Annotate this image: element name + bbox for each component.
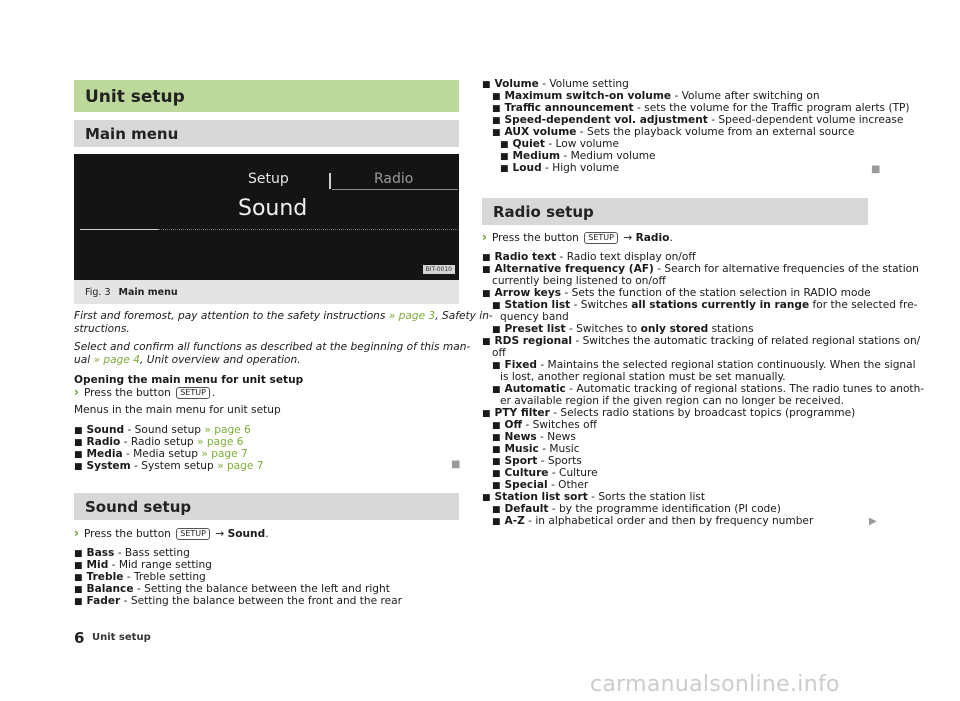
item-name: Culture xyxy=(504,467,549,479)
item-name: Station list xyxy=(504,299,571,311)
item-name: Bass xyxy=(86,547,115,559)
bullet-icon: ■ xyxy=(500,152,509,162)
screen-title: Sound xyxy=(238,196,308,221)
item-desc: - Maintains the selected regional station continuously. When the signal xyxy=(537,359,916,371)
item-desc: - System setup xyxy=(130,460,218,472)
screen-line-solid xyxy=(80,229,158,230)
item-name: Station list sort xyxy=(494,491,588,503)
item-name: Radio xyxy=(86,436,121,448)
paragraph-select: Select and confirm all functions as described at the beginning of this man- xyxy=(74,341,471,353)
bullet-icon: ■ xyxy=(74,426,83,436)
item-name: Preset list xyxy=(504,323,566,335)
list-item-cont: off xyxy=(492,347,506,359)
item-desc: - Sound setup xyxy=(124,424,205,436)
screen-tab-divider xyxy=(329,173,331,189)
item-desc: - Sports xyxy=(537,455,582,467)
figure-main-menu xyxy=(74,154,459,304)
bullet-icon: ■ xyxy=(482,253,491,263)
item-desc: - Media setup xyxy=(122,448,202,460)
step-radio: › Press the button SETUP → Radio. xyxy=(482,230,673,244)
setup-key: SETUP xyxy=(176,528,210,540)
step-arrow-icon: › xyxy=(74,526,79,540)
step-text: Press the button xyxy=(491,232,579,244)
screen-tab-underline xyxy=(332,189,458,190)
item-name: Default xyxy=(504,503,549,515)
bullet-icon: ■ xyxy=(482,265,491,275)
bullet-icon: ■ xyxy=(492,92,501,102)
step-target: Radio xyxy=(635,232,670,244)
bullet-icon: ■ xyxy=(482,337,491,347)
image-code: BIT-0010 xyxy=(423,265,455,274)
item-desc: - Speed-dependent volume increase xyxy=(707,114,904,126)
footer-section: Unit setup xyxy=(92,632,151,643)
subheading-sound-setup xyxy=(74,493,459,520)
item-desc: - Other xyxy=(547,479,589,491)
item-name: Arrow keys xyxy=(494,287,562,299)
bullet-icon: ■ xyxy=(492,104,501,114)
item-desc-bold: only stored xyxy=(640,323,709,335)
bullet-icon: ■ xyxy=(482,493,491,503)
item-name: Radio text xyxy=(494,251,557,263)
subheading-sound-setup-text: Sound setup xyxy=(85,498,192,516)
bullet-icon: ■ xyxy=(492,385,501,395)
item-desc: - Search for alternative frequencies of the station xyxy=(653,263,919,275)
item-desc: - Treble setting xyxy=(123,571,206,583)
item-desc: - Switches xyxy=(570,299,632,311)
list-item-cont: currently being listened to on/off xyxy=(492,275,666,287)
paragraph-safety-cont: structions. xyxy=(74,323,130,335)
item-desc: - Bass setting xyxy=(114,547,190,559)
step-arrow-icon: › xyxy=(482,230,487,244)
item-desc: - Setting the balance between the left and right xyxy=(133,583,390,595)
item-desc: - High volume xyxy=(541,162,620,174)
bullet-icon: ■ xyxy=(74,450,83,460)
bullet-icon: ■ xyxy=(492,116,501,126)
bullet-icon: ■ xyxy=(492,457,501,467)
item-desc: - Mid range setting xyxy=(108,559,212,571)
screen-tab-setup: Setup xyxy=(248,171,289,187)
bullet-icon: ■ xyxy=(482,80,491,90)
item-name: System xyxy=(86,460,131,472)
subheading-radio-setup-text: Radio setup xyxy=(493,203,594,221)
page-number: 6 xyxy=(74,629,85,647)
item-name: Special xyxy=(504,479,548,491)
item-name: Quiet xyxy=(512,138,545,150)
bullet-icon: ■ xyxy=(482,289,491,299)
section-end-icon: ■ xyxy=(451,459,461,470)
item-name: Balance xyxy=(86,583,134,595)
bullet-icon: ■ xyxy=(74,585,83,595)
subheading-radio-setup xyxy=(482,198,868,225)
link-page-7[interactable]: » page 7 xyxy=(201,448,248,460)
section-end-icon: ■ xyxy=(871,164,881,175)
display-screenshot xyxy=(74,154,459,280)
subheading-main-menu xyxy=(74,120,459,147)
figure-title: Main menu xyxy=(118,287,178,298)
list-item xyxy=(500,162,619,176)
menus-intro: Menus in the main menu for unit setup xyxy=(74,404,281,416)
bullet-icon: ■ xyxy=(74,573,83,583)
watermark: carmanualsonline.info xyxy=(590,672,840,697)
item-desc: - Culture xyxy=(548,467,598,479)
item-desc: - Music xyxy=(538,443,580,455)
bullet-icon: ■ xyxy=(492,361,501,371)
list-item xyxy=(74,460,264,474)
item-desc-2: for the selected fre- xyxy=(809,299,918,311)
item-name: Off xyxy=(504,419,523,431)
bullet-icon: ■ xyxy=(492,128,501,138)
continue-arrow-icon: ▶ xyxy=(869,516,877,527)
section-heading-text: Unit setup xyxy=(85,87,185,107)
bullet-icon: ■ xyxy=(492,433,501,443)
bullet-icon: ■ xyxy=(492,517,501,527)
item-name: Medium xyxy=(512,150,561,162)
item-desc: - Low volume xyxy=(544,138,619,150)
item-desc: - Switches to xyxy=(565,323,641,335)
item-name: Sound xyxy=(86,424,125,436)
item-name: Volume xyxy=(494,78,539,90)
step-text: Press the button xyxy=(83,387,171,399)
paragraph-select-text-2: , Unit overview and operation. xyxy=(140,354,301,366)
paragraph-safety-text: First and foremost, pay attention to the safety instructions xyxy=(74,310,389,322)
link-page-4[interactable]: » page 4 xyxy=(93,354,141,366)
bullet-icon: ■ xyxy=(74,597,83,607)
item-desc: - Switches the automatic tracking of related regional stations on/ xyxy=(572,335,921,347)
item-name: Maximum switch-on volume xyxy=(504,90,672,102)
list-item xyxy=(482,335,920,349)
item-name: Fixed xyxy=(504,359,537,371)
item-desc: - Setting the balance between the front and the rear xyxy=(120,595,403,607)
step-text: Press the button xyxy=(83,528,171,540)
link-page-3[interactable]: » page 3 xyxy=(388,310,436,322)
bullet-icon: ■ xyxy=(482,409,491,419)
item-name: AUX volume xyxy=(504,126,577,138)
open-menu-heading: Opening the main menu for unit setup xyxy=(74,374,304,386)
item-desc: - Radio setup xyxy=(120,436,198,448)
item-desc-2: stations xyxy=(708,323,754,335)
paragraph-select-cont xyxy=(74,354,301,367)
paragraph-safety-text-2: , Safety in- xyxy=(435,310,493,322)
screen-tab-radio: Radio xyxy=(374,171,414,187)
paragraph-safety xyxy=(74,310,493,323)
bullet-icon: ■ xyxy=(492,421,501,431)
item-desc: - by the programme identification (PI code) xyxy=(548,503,781,515)
item-desc: - Medium volume xyxy=(560,150,656,162)
step-arrow-icon: › xyxy=(74,385,79,399)
item-name: News xyxy=(504,431,537,443)
setup-key: SETUP xyxy=(584,232,618,244)
bullet-icon: ■ xyxy=(74,549,83,559)
bullet-icon: ■ xyxy=(492,469,501,479)
bullet-icon: ■ xyxy=(500,164,509,174)
item-name: Media xyxy=(86,448,123,460)
list-item-cont: quency band xyxy=(500,311,569,323)
item-name: RDS regional xyxy=(494,335,573,347)
item-desc: - Sorts the station list xyxy=(587,491,706,503)
item-desc: - Sets the playback volume from an external source xyxy=(576,126,855,138)
paragraph-select-text: ual xyxy=(74,354,94,366)
subheading-main-menu-text: Main menu xyxy=(85,125,179,143)
item-name: Fader xyxy=(86,595,121,607)
figure-label: Fig. 3 xyxy=(85,287,111,298)
item-desc: - Volume after switching on xyxy=(671,90,820,102)
item-desc: - Selects radio stations by broadcast topics (programme) xyxy=(549,407,856,419)
bullet-icon: ■ xyxy=(492,301,501,311)
item-desc-bold: all stations currently in range xyxy=(631,299,810,311)
item-desc: - sets the volume for the Traffic program alerts (TP) xyxy=(633,102,910,114)
step-press-setup: › Press the button SETUP . xyxy=(74,385,216,399)
list-item-cont: er available region if the given region can no longer be received. xyxy=(500,395,844,407)
bullet-icon: ■ xyxy=(74,438,83,448)
item-desc: - News xyxy=(536,431,576,443)
item-name: Treble xyxy=(86,571,124,583)
item-desc: - Sets the function of the station selection in RADIO mode xyxy=(561,287,871,299)
item-name: Alternative frequency (AF) xyxy=(494,263,654,275)
list-item xyxy=(74,595,402,609)
bullet-icon: ■ xyxy=(492,505,501,515)
item-name: A-Z xyxy=(504,515,525,527)
step-target: Sound xyxy=(227,528,266,540)
section-heading xyxy=(74,80,459,112)
item-desc: - Automatic tracking of regional stations. The radio tunes to anoth- xyxy=(565,383,925,395)
step-sound: › Press the button SETUP → Sound. xyxy=(74,526,269,540)
item-desc: - Radio text display on/off xyxy=(556,251,696,263)
item-desc: - Volume setting xyxy=(538,78,629,90)
item-name: Speed-dependent vol. adjustment xyxy=(504,114,708,126)
screen-line-dotted xyxy=(158,229,458,230)
bullet-icon: ■ xyxy=(74,561,83,571)
item-desc: - in alphabetical order and then by frequency number xyxy=(524,515,814,527)
bullet-icon: ■ xyxy=(492,445,501,455)
bullet-icon: ■ xyxy=(74,462,83,472)
item-name: PTY filter xyxy=(494,407,550,419)
list-item-cont: is lost, another regional station must be set manually. xyxy=(500,371,786,383)
item-name: Loud xyxy=(512,162,542,174)
link-page-7[interactable]: » page 7 xyxy=(217,460,264,472)
item-desc: - Switches off xyxy=(522,419,597,431)
item-name: Traffic announcement xyxy=(504,102,634,114)
item-name: Mid xyxy=(86,559,109,571)
link-page-6[interactable]: » page 6 xyxy=(197,436,244,448)
list-item xyxy=(492,515,813,529)
item-name: Automatic xyxy=(504,383,566,395)
bullet-icon: ■ xyxy=(500,140,509,150)
setup-key: SETUP xyxy=(176,387,210,399)
figure-caption xyxy=(85,287,178,298)
item-name: Sport xyxy=(504,455,538,467)
bullet-icon: ■ xyxy=(492,325,501,335)
item-name: Music xyxy=(504,443,539,455)
bullet-icon: ■ xyxy=(492,481,501,491)
link-page-6[interactable]: » page 6 xyxy=(204,424,251,436)
